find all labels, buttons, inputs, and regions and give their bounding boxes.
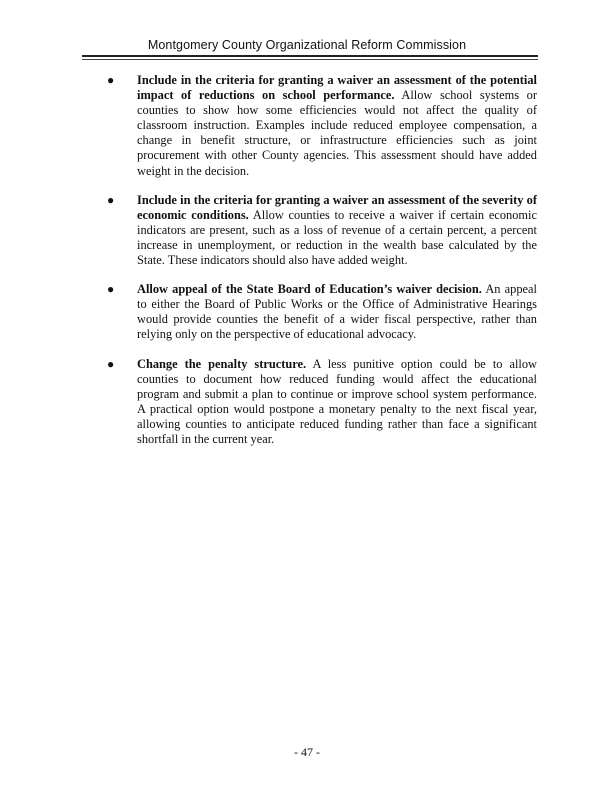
recommendation-list — [107, 73, 537, 461]
bullet-icon: ● — [107, 282, 115, 297]
bullet-icon: ● — [107, 73, 115, 87]
bullet-icon: ● — [107, 192, 115, 207]
list-item — [107, 357, 537, 448]
recommendation-body: A less punitive option could be to allow counties to document how reduced funding would affect the educational program and submit a plan to continue or improve school system performance. A practical option would postpone a monetary penalty to the next fiscal year, allowing counties to anticipate reduced funding rather than face a significant shortfall in the current year. — [137, 356, 537, 446]
list-item — [107, 193, 537, 268]
recommendation-lead: Include in the criteria for granting a waiver an assessment of the potential impact of reductions on school performance. — [137, 73, 537, 103]
bullet-icon: ● — [107, 356, 115, 371]
recommendation-lead: Change the penalty structure. — [137, 356, 307, 371]
recommendation-body: Allow counties to receive a waiver if certain economic indicators are present, such as a loss of revenue of a certain percent, a percent increase in unemployment, or reduction in the wealth base calculated by the State. These indicators should also have added weight. — [137, 207, 538, 268]
recommendation-lead: Allow appeal of the State Board of Education’s waiver decision. — [137, 282, 482, 297]
recommendation-body: Allow school systems or counties to show how some efficiencies would not affect the quality of classroom instruction. Examples include reduced employee compensation, a change in benefit structure, or infrastructure efficiencies such as joint procurement with other County agencies. This assessment should have added weight in the decision. — [137, 88, 537, 178]
recommendation-lead: Include in the criteria for granting a waiver an assessment of the severity of economic conditions. — [137, 192, 537, 222]
list-item — [107, 282, 537, 342]
page-number: - 47 - — [294, 745, 320, 759]
recommendation-body: An appeal to either the Board of Public Works or the Office of Administrative Hearings would provide counties the benefit of a wider fiscal perspective, rather than relying only on the perspective of educational advocacy. — [137, 282, 537, 342]
header-rule — [82, 55, 538, 57]
header-rule-thin — [82, 59, 538, 60]
page-header-title: Montgomery County Organizational Reform Commission — [147, 38, 467, 52]
list-item — [107, 73, 537, 179]
